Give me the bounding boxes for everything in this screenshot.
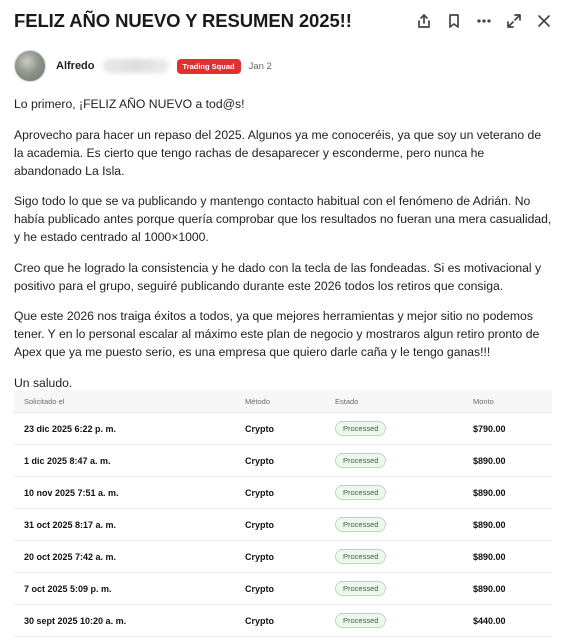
cell-method: Crypto bbox=[245, 615, 274, 626]
share-icon[interactable] bbox=[415, 12, 433, 30]
cell-amount: $890.00 bbox=[473, 551, 506, 562]
cell-method: Crypto bbox=[245, 423, 274, 434]
paragraph: Creo que he logrado la consistencia y he dado con la tecla de las fondeadas. Si es motivacional y positivo para el grupo, seguiré publicando durante este 2026 todos los retiros que consiga. bbox=[14, 260, 542, 293]
cell-amount: $440.00 bbox=[473, 615, 506, 626]
status-badge: Processed bbox=[335, 421, 386, 436]
cell-date: 31 oct 2025 8:17 a. m. bbox=[24, 519, 117, 530]
cell-method: Crypto bbox=[245, 455, 274, 466]
paragraph: Sigo todo lo que se va publicando y mantengo contacto habitual con el fenómeno de Adrián. No había publicado antes porque quería comprobar que los resultados no fueran una mera casualidad, y he estado centrado al 1000×1000. bbox=[14, 194, 552, 244]
col-header-requested: Solicitado el bbox=[24, 396, 65, 406]
cell-amount: $890.00 bbox=[473, 455, 506, 466]
paragraph: Que este 2026 nos traiga éxitos a todos, ya que mejores herramientas y mejor sitio no podemos tener. Y en lo personal escalar al máximo este plan de negocio y mostraros algun retiro pronto de Apex que ya me puesto serio, es una empresa que quiero darle caña y le tengo ganas!!! bbox=[14, 309, 540, 359]
avatar[interactable] bbox=[14, 50, 46, 82]
table-row bbox=[14, 477, 552, 509]
cell-method: Crypto bbox=[245, 583, 274, 594]
author-name[interactable]: Alfredo bbox=[56, 60, 95, 72]
paragraph: Un saludo. bbox=[14, 375, 73, 390]
status-badge: Processed bbox=[335, 549, 386, 564]
close-icon[interactable] bbox=[535, 12, 553, 30]
status-badge: Processed bbox=[335, 517, 386, 532]
blurred-surname bbox=[103, 59, 169, 73]
cell-date: 20 oct 2025 7:42 a. m. bbox=[24, 551, 117, 562]
cell-method: Crypto bbox=[245, 487, 274, 498]
table-row bbox=[14, 541, 552, 573]
cell-date: 23 dic 2025 6:22 p. m. bbox=[24, 423, 117, 434]
cell-date: 10 nov 2025 7:51 a. m. bbox=[24, 487, 119, 498]
status-badge: Processed bbox=[335, 453, 386, 468]
cell-amount: $890.00 bbox=[473, 583, 506, 594]
table-row bbox=[14, 605, 552, 637]
cell-method: Crypto bbox=[245, 551, 274, 562]
cell-date: 7 oct 2025 5:09 p. m. bbox=[24, 583, 112, 594]
more-icon[interactable] bbox=[475, 12, 493, 30]
col-header-amount: Monto bbox=[473, 396, 494, 406]
status-badge: Processed bbox=[335, 485, 386, 500]
group-badge: Trading Squad bbox=[177, 59, 241, 74]
table-row bbox=[14, 573, 552, 605]
post-title: FELIZ AÑO NUEVO Y RESUMEN 2025!! bbox=[14, 10, 352, 31]
post-date: Jan 2 bbox=[248, 60, 272, 72]
col-header-status: Estado bbox=[335, 396, 359, 406]
table-row bbox=[14, 413, 552, 445]
table-row bbox=[14, 445, 552, 477]
post-actions bbox=[415, 12, 553, 30]
cell-date: 30 sept 2025 10:20 a. m. bbox=[24, 615, 127, 626]
withdrawals-table bbox=[14, 390, 552, 637]
status-badge: Processed bbox=[335, 613, 386, 628]
status-badge: Processed bbox=[335, 581, 386, 596]
cell-date: 1 dic 2025 8:47 a. m. bbox=[24, 455, 111, 466]
col-header-method: Método bbox=[245, 396, 271, 406]
paragraph: Aprovecho para hacer un repaso del 2025. Algunos ya me conoceréis, ya que soy un veterano de la academia. Es cierto que tengo rachas de desaparecer y esconderme, pero nunca he abandonado La Isla. bbox=[14, 127, 542, 178]
cell-amount: $890.00 bbox=[473, 487, 506, 498]
expand-icon[interactable] bbox=[505, 12, 523, 30]
author-row bbox=[14, 50, 272, 82]
bookmark-icon[interactable] bbox=[445, 12, 463, 30]
cell-amount: $890.00 bbox=[473, 519, 506, 530]
table-row bbox=[14, 509, 552, 541]
cell-method: Crypto bbox=[245, 519, 274, 530]
paragraph: Lo primero, ¡FELIZ AÑO NUEVO a tod@s! bbox=[14, 97, 245, 111]
table-header bbox=[14, 390, 552, 413]
cell-amount: $790.00 bbox=[473, 423, 506, 434]
post-body bbox=[14, 95, 552, 404]
